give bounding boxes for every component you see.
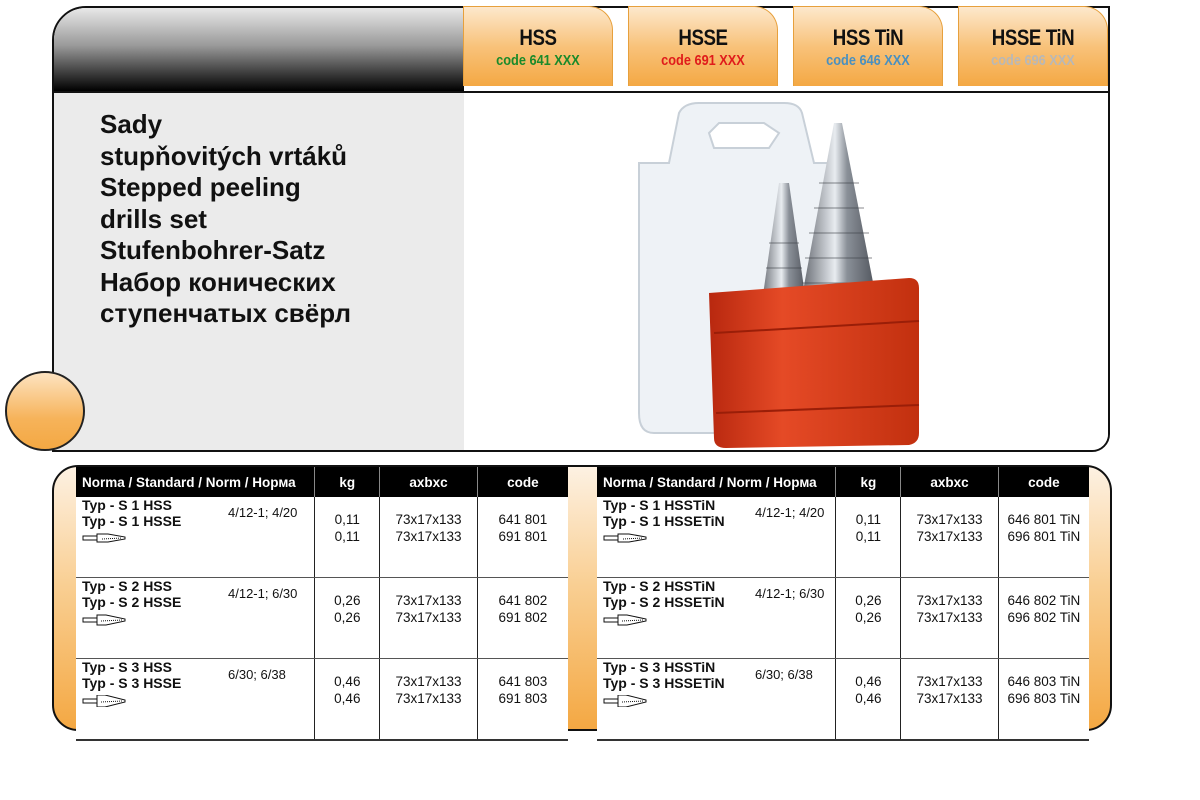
title-line: stupňovitých vrtáků: [100, 140, 348, 171]
kg-value: 0,46: [334, 691, 361, 706]
type-name: Typ - S 1 HSSETiN: [603, 513, 725, 529]
stepped-drill-icon: [603, 695, 647, 707]
type-cell: [597, 659, 836, 741]
kg-value: 0,26: [334, 593, 361, 608]
orange-circle-marker: [5, 371, 85, 451]
title-line: Sady: [100, 109, 163, 139]
dims-cell: [901, 497, 998, 578]
dims-value: 73x17x133: [395, 674, 462, 689]
col-code: code: [998, 467, 1089, 497]
table-row: [76, 659, 568, 741]
spec-tables-panel: [52, 465, 1112, 731]
type-cell: [597, 497, 836, 578]
dims-value: 73x17x133: [395, 610, 462, 625]
kg-cell: [836, 659, 901, 741]
norm-value: 4/12-1; 4/20: [228, 505, 298, 520]
title-line: drills set: [100, 203, 207, 234]
dims-value: 73x17x133: [916, 691, 983, 706]
type-cell: [76, 659, 315, 741]
type-name: Typ - S 1 HSSE: [82, 513, 182, 529]
tab-code: code 696 XXX: [991, 52, 1075, 69]
col-code: code: [477, 467, 568, 497]
tab-code: code 641 XXX: [496, 52, 580, 69]
type-name: Typ - S 2 HSSE: [82, 594, 182, 610]
col-kg: kg: [836, 467, 901, 497]
code-value: 641 803: [498, 674, 548, 689]
type-name: Typ - S 2 HSSETiN: [603, 594, 725, 610]
norm-value: 4/12-1; 6/30: [228, 586, 298, 601]
dims-value: 73x17x133: [916, 512, 983, 527]
code-value: 646 802 TiN: [1007, 593, 1081, 608]
type-name: Typ - S 3 HSSTiN: [603, 659, 716, 675]
title-line: Stufenbohrer-Satz: [100, 235, 326, 265]
type-name: Typ - S 2 HSS: [82, 578, 172, 594]
kg-value: 0,11: [855, 529, 881, 544]
tab-hsse[interactable]: [628, 6, 778, 86]
dims-value: 73x17x133: [395, 529, 462, 544]
product-title: [100, 109, 351, 330]
code-value: 696 801 TiN: [1007, 529, 1081, 544]
type-name: Typ - S 3 HSSE: [82, 675, 182, 691]
norm-value: 4/12-1; 4/20: [755, 505, 825, 520]
code-value: 641 802: [498, 593, 548, 608]
dims-cell: [380, 578, 478, 659]
product-photo: [464, 93, 1108, 450]
dims-cell: [901, 578, 998, 659]
code-cell: [477, 497, 568, 578]
tab-code: code 646 XXX: [826, 52, 910, 69]
type-name: Typ - S 3 HSSETiN: [603, 675, 725, 691]
col-norm: Norma / Standard / Norm / Норма: [76, 467, 315, 497]
col-kg: kg: [315, 467, 380, 497]
table-row: [76, 578, 568, 659]
table-row: [597, 659, 1089, 741]
title-line: Stepped peeling: [100, 172, 301, 202]
dims-value: 73x17x133: [395, 691, 462, 706]
code-cell: [477, 578, 568, 659]
code-cell: [998, 578, 1089, 659]
dims-value: 73x17x133: [916, 593, 983, 608]
stepped-drill-icon: [603, 614, 647, 626]
dims-cell: [380, 497, 478, 578]
code-value: 696 802 TiN: [1007, 610, 1081, 625]
spec-table-tin: [597, 467, 1089, 741]
tab-hss[interactable]: [463, 6, 613, 86]
stepped-drill-icon: [82, 695, 126, 707]
dims-cell: [380, 659, 478, 741]
tab-code: code 691 XXX: [661, 52, 745, 69]
kg-value: 0,26: [855, 610, 882, 625]
table-header-row: [597, 467, 1089, 497]
type-cell: [597, 578, 836, 659]
kg-value: 0,11: [334, 512, 360, 527]
type-name: Typ - S 1 HSSTiN: [603, 497, 716, 513]
title-line: ступенчатых свёрл: [100, 298, 351, 328]
kg-value: 0,46: [855, 674, 882, 689]
drill-set-image: [464, 93, 1110, 450]
code-cell: [998, 659, 1089, 741]
tab-hss-tin[interactable]: [793, 6, 943, 86]
type-name: Typ - S 1 HSS: [82, 497, 172, 513]
type-cell: [76, 578, 315, 659]
stepped-drill-icon: [82, 614, 126, 626]
table-row: [76, 497, 568, 578]
table-row: [597, 497, 1089, 578]
col-dims: axbxc: [380, 467, 478, 497]
code-cell: [477, 659, 568, 741]
kg-value: 0,46: [855, 691, 882, 706]
tab-name: HSSE: [678, 25, 728, 50]
col-dims: axbxc: [901, 467, 998, 497]
code-value: 646 803 TiN: [1007, 674, 1081, 689]
tab-name: HSS: [519, 25, 557, 50]
norm-value: 6/30; 6/38: [228, 667, 286, 682]
type-name: Typ - S 2 HSSTiN: [603, 578, 716, 594]
kg-cell: [836, 497, 901, 578]
stepped-drill-icon: [603, 533, 647, 543]
code-cell: [998, 497, 1089, 578]
kg-cell: [836, 578, 901, 659]
stepped-drill-icon: [82, 533, 126, 543]
kg-value: 0,11: [334, 529, 360, 544]
dims-value: 73x17x133: [395, 593, 462, 608]
code-value: 646 801 TiN: [1007, 512, 1081, 527]
tab-name: HSSE TiN: [991, 25, 1075, 50]
tab-hsse-tin[interactable]: [958, 6, 1108, 86]
tab-name: HSS TiN: [832, 25, 904, 50]
dims-value: 73x17x133: [395, 512, 462, 527]
dims-value: 73x17x133: [916, 529, 983, 544]
code-value: 696 803 TiN: [1007, 691, 1081, 706]
code-value: 691 801: [498, 529, 548, 544]
spec-table-hss: [76, 467, 568, 741]
code-value: 691 802: [498, 610, 548, 625]
table-row: [597, 578, 1089, 659]
dims-cell: [901, 659, 998, 741]
type-cell: [76, 497, 315, 578]
code-value: 691 803: [498, 691, 548, 706]
header-gradient-bar: [54, 8, 464, 91]
dims-value: 73x17x133: [916, 610, 983, 625]
kg-value: 0,11: [855, 512, 881, 527]
table-header-row: [76, 467, 568, 497]
norm-value: 6/30; 6/38: [755, 667, 813, 682]
dims-value: 73x17x133: [916, 674, 983, 689]
kg-cell: [315, 497, 380, 578]
kg-value: 0,26: [855, 593, 882, 608]
title-area: [54, 93, 464, 452]
type-name: Typ - S 3 HSS: [82, 659, 172, 675]
kg-value: 0,46: [334, 674, 361, 689]
norm-value: 4/12-1; 6/30: [755, 586, 825, 601]
kg-value: 0,26: [334, 610, 361, 625]
title-line: Набор конических: [100, 266, 336, 297]
code-value: 641 801: [498, 512, 548, 527]
col-norm: Norma / Standard / Norm / Норма: [597, 467, 836, 497]
kg-cell: [315, 578, 380, 659]
kg-cell: [315, 659, 380, 741]
